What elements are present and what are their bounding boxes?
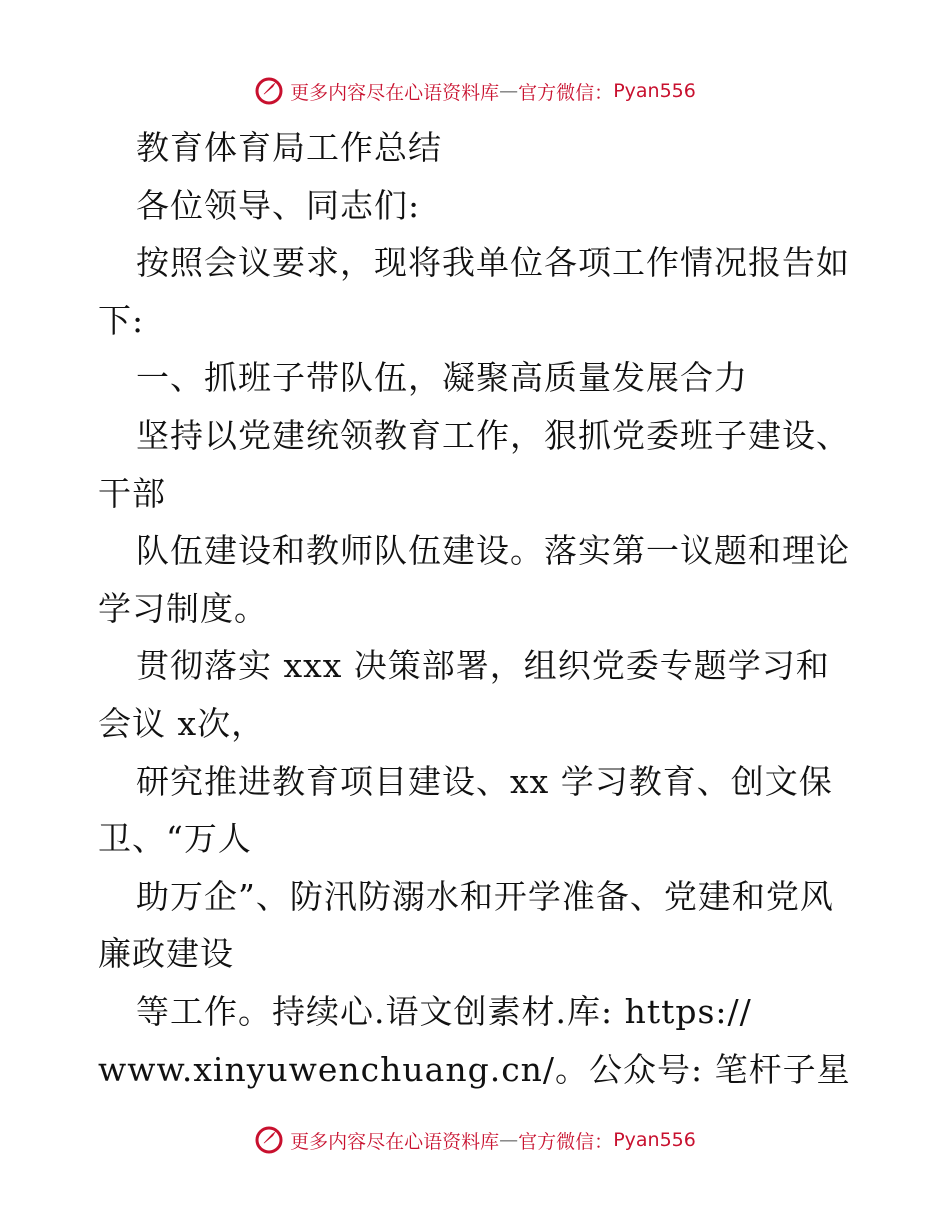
paragraph-line: 下: [98,300,145,340]
paragraph-line: 等工作。持续心.语文创素材.库: https:// [136,991,752,1031]
header-watermark-banner [0,71,950,111]
banner-wechat-id: Pyan556 [613,80,696,102]
document-body [98,119,858,1098]
paragraph-line: 坚持以党建统领教育工作，狠抓党委班子建设、 [136,415,850,455]
paragraph-line: 助万企”、防汛防溺水和开学准备、党建和党风 [136,876,834,916]
salutation: 各位领导、同志们: [136,185,421,225]
paragraph-line: 干部 [98,473,166,513]
paragraph-line: 卫、“万人 [98,819,252,859]
paragraph-line: 贯彻落实 xxx 决策部署，组织党委专题学习和 [136,646,830,686]
banner-wechat-id: Pyan556 [613,1129,696,1151]
pen-logo-icon [254,76,284,106]
banner-separator: — [499,1129,519,1151]
banner-separator: — [499,80,519,102]
paragraph-line: 廉政建设 [98,934,234,974]
document-title: 教育体育局工作总结 [136,128,442,167]
banner-main-text: 更多内容尽在心语资料库 [290,81,500,104]
banner-wechat-label: 官方微信： [518,1130,614,1153]
paragraph-line: 研究推进教育项目建设、xx 学习教育、创文保 [136,761,833,801]
banner-main-text: 更多内容尽在心语资料库 [290,1130,500,1153]
paragraph-line: www.xinyuwenchuang.cn/。公众号: 笔杆子星 [98,1049,851,1089]
paragraph-line: 队伍建设和教师队伍建设。落实第一议题和理论 [136,531,850,571]
section-heading: 一、抓班子带队伍，凝聚高质量发展合力 [136,358,748,398]
paragraph-line: 会议 x次， [98,703,266,743]
banner-wechat-label: 官方微信： [518,81,614,104]
pen-logo-icon [254,1125,284,1155]
paragraph-line: 按照会议要求，现将我单位各项工作情况报告如 [136,243,850,283]
footer-watermark-banner [0,1120,950,1160]
paragraph-line: 学习制度。 [98,588,268,628]
